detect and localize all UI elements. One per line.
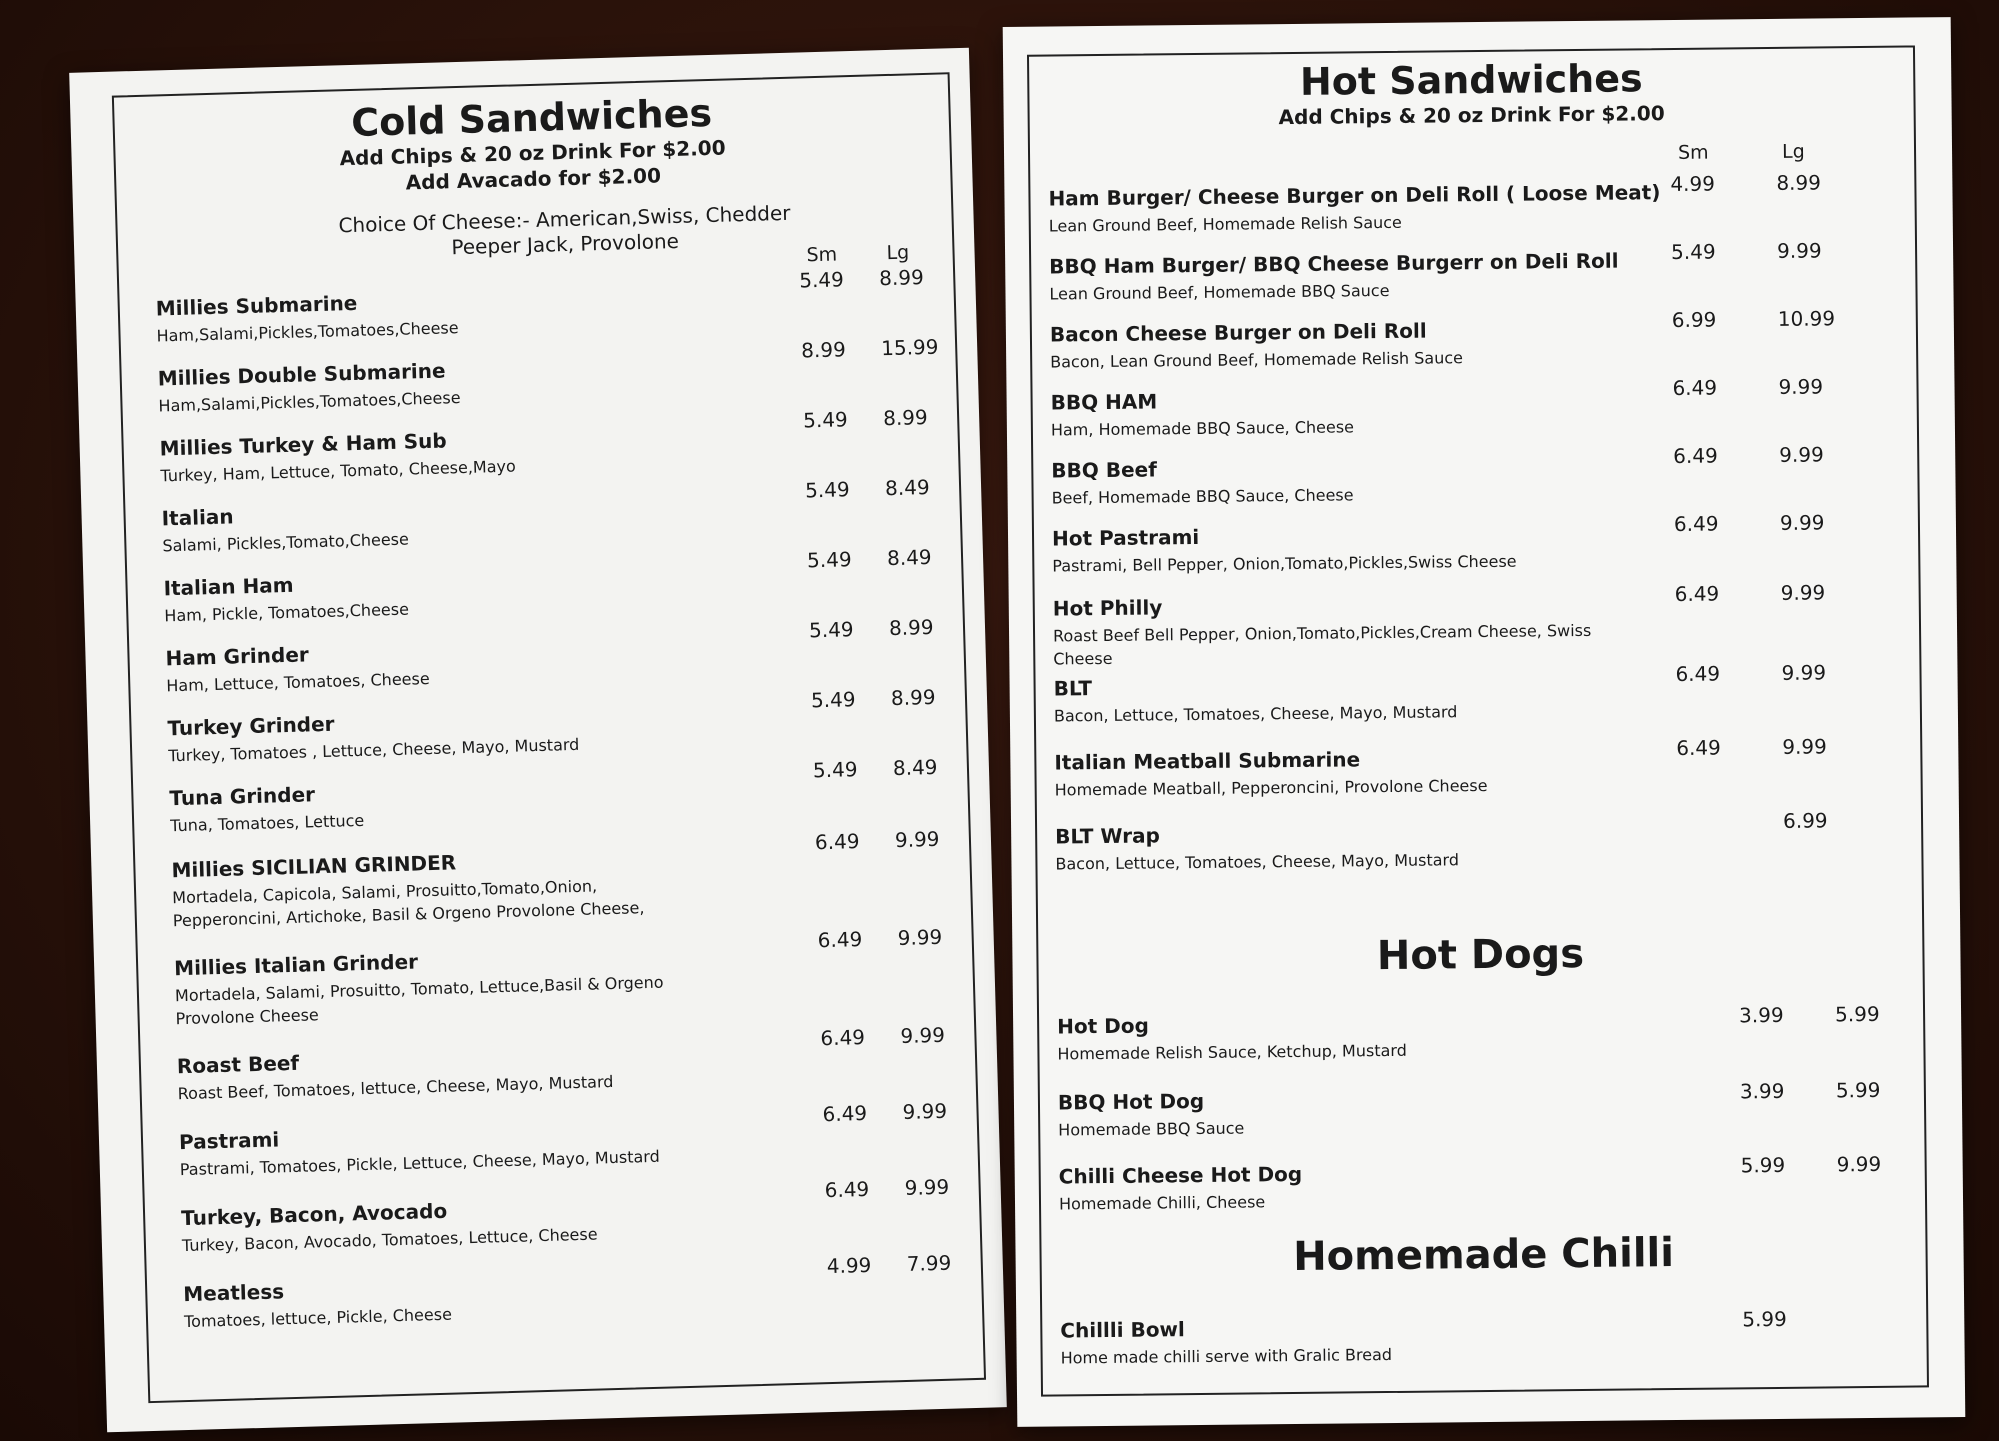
price-small: 6.49 — [820, 1024, 866, 1051]
menu-item — [145, 1174, 979, 1256]
item-name: Tuna Grinder — [169, 782, 316, 811]
item-name: BBQ Hot Dog — [1057, 1088, 1205, 1115]
item-description: Homemade Relish Sauce, Ketchup, Mustard — [1057, 1040, 1407, 1064]
item-name: Ham Burger/ Cheese Burger on Deli Roll ( Loose Meat) — [1048, 180, 1661, 211]
item-name: Ham Grinder — [165, 642, 310, 671]
item-description: Ham, Homemade BBQ Sauce, Cheese — [1050, 417, 1355, 440]
price-large: 9.99 — [1778, 374, 1824, 399]
price-small: 5.49 — [804, 477, 850, 503]
price-small: 8.99 — [800, 337, 847, 363]
item-name: Meatless — [182, 1279, 285, 1307]
price-small: 5.49 — [802, 407, 849, 433]
price-small: 4.99 — [826, 1252, 872, 1279]
price-large: 9.99 — [897, 924, 943, 951]
item-name: Roast Beef — [176, 1050, 300, 1079]
price-small: 3.99 — [1738, 1002, 1784, 1028]
price-small: 3.99 — [1739, 1078, 1785, 1104]
price-small: 6.49 — [1675, 661, 1721, 686]
price-large: 10.99 — [1777, 306, 1836, 331]
menu-item — [123, 404, 957, 486]
price-small: 5.49 — [808, 617, 854, 643]
price-large: 9.99 — [1782, 734, 1827, 759]
menu-item — [127, 544, 961, 626]
item-name: Millies Submarine — [155, 290, 358, 321]
item-name: Hot Pastrami — [1051, 524, 1200, 551]
item-description: Homemade BBQ Sauce — [1058, 1118, 1245, 1140]
item-description: Homemade Meatball, Pepperoncini, Provolone Cheese — [1054, 775, 1488, 800]
price-large: 9.99 — [1780, 580, 1826, 605]
menu-item — [135, 826, 969, 931]
price-large: 9.99 — [1776, 238, 1822, 263]
item-name: Turkey Grinder — [167, 711, 335, 741]
price-large: 8.49 — [886, 544, 932, 571]
item-name: Millies Double Submarine — [157, 358, 446, 391]
item-description: Mortadela, Salami, Prosuitto, Tomato, Lettuce,Basil & Orgeno Provolone Cheese — [174, 972, 664, 1029]
item-description: Turkey, Ham, Lettuce, Tomato, Cheese,Mayo — [160, 456, 517, 486]
page-border — [1027, 45, 1929, 1396]
menu-item — [133, 754, 967, 836]
hot-dogs-title: Hot Dogs — [1376, 930, 1585, 980]
item-name: BBQ HAM — [1050, 389, 1158, 415]
item-description: Beef, Homemade BBQ Sauce, Cheese — [1051, 485, 1354, 508]
price-small: 5.49 — [812, 757, 858, 783]
item-name: Italian Ham — [163, 572, 294, 601]
item-name: Chilli Cheese Hot Dog — [1058, 1161, 1303, 1189]
price-large: 8.99 — [1776, 170, 1822, 195]
menu-item — [143, 1098, 977, 1180]
item-description: Bacon, Lean Ground Beef, Homemade Relish Sauce — [1050, 348, 1464, 372]
item-name: Hot Philly — [1052, 595, 1163, 621]
price-large: 9.99 — [1836, 1151, 1882, 1177]
item-name: BLT Wrap — [1055, 823, 1160, 849]
page-border — [112, 72, 986, 1403]
price-small: 6.49 — [817, 927, 863, 953]
price-large: 15.99 — [880, 334, 939, 361]
item-description: Turkey, Bacon, Avocado, Tomatoes, Lettuce, Cheese — [181, 1224, 598, 1256]
price-large: 9.99 — [1779, 510, 1825, 535]
item-description: Roast Beef, Tomatoes, lettuce, Cheese, Mayo, Mustard — [177, 1072, 614, 1104]
price-large: 8.99 — [878, 265, 925, 291]
item-name: Millies SICILIAN GRINDER — [171, 850, 457, 883]
item-description: Lean Ground Beef, Homemade BBQ Sauce — [1049, 280, 1390, 304]
item-description: Pastrami, Bell Pepper, Onion,Tomato,Pickles,Swiss Cheese — [1052, 551, 1517, 576]
cheese-choice-line1: Choice Of Cheese:- American,Swiss, Chedder — [338, 200, 791, 238]
item-description: Home made chilli serve with Gralic Bread — [1060, 1344, 1393, 1368]
item-name: Bacon Cheese Burger on Deli Roll — [1049, 318, 1427, 347]
price-large: 9.99 — [1781, 660, 1827, 685]
price-small: 5.49 — [806, 547, 852, 573]
price-small: 6.49 — [814, 829, 860, 855]
menu-page-right — [1003, 17, 1966, 1427]
price-large: 8.49 — [892, 754, 938, 781]
price-small: 5.99 — [1740, 1152, 1786, 1178]
menu-page-left — [69, 48, 1007, 1433]
item-name: Italian Meatball Submarine — [1054, 747, 1361, 775]
item-name: Millies Italian Grinder — [173, 949, 419, 981]
hot-sm-header: Sm — [1677, 141, 1709, 164]
item-name: Millies Turkey & Ham Sub — [159, 428, 447, 461]
item-description: Ham, Pickle, Tomatoes,Cheese — [164, 599, 410, 626]
item-name: BBQ Ham Burger/ BBQ Cheese Burgerr on Deli Roll — [1049, 248, 1619, 279]
menu-item — [138, 924, 972, 1029]
price-small: 6.49 — [1673, 443, 1718, 469]
hot-sandwiches-title: Hot Sandwiches — [1299, 56, 1643, 104]
price-small: 6.99 — [1671, 307, 1717, 333]
price-large: 8.99 — [890, 684, 936, 711]
menu-item — [121, 334, 955, 416]
item-name: Italian — [161, 504, 234, 531]
menu-item — [131, 684, 965, 766]
homemade-chilli-title: Homemade Chilli — [1292, 1230, 1675, 1281]
menu-item — [125, 474, 959, 556]
item-name: Hot Dog — [1057, 1013, 1149, 1039]
item-description: Homemade Chilli, Cheese — [1058, 1192, 1266, 1214]
price-large: 7.99 — [906, 1250, 952, 1276]
cold-items-list — [114, 74, 984, 1401]
price-large: 9.99 — [900, 1022, 946, 1048]
item-description: Lean Ground Beef, Homemade Relish Sauce — [1048, 212, 1402, 236]
price-large: 9.99 — [902, 1098, 948, 1124]
price-large: 5.99 — [1834, 1001, 1880, 1027]
item-description: Roast Beef Bell Pepper, Onion,Tomato,Pickles,Cream Cheese, Swiss Cheese — [1052, 620, 1592, 669]
item-description: Salami, Pickles,Tomato,Cheese — [162, 529, 410, 556]
menu-item — [129, 614, 963, 696]
hot-lg-header: Lg — [1781, 140, 1805, 163]
hot-chips-drink-note: Add Chips & 20 oz Drink For $2.00 — [1278, 100, 1665, 129]
item-description: Ham,Salami,Pickles,Tomatoes,Cheese — [156, 318, 459, 346]
chilli-list — [1029, 47, 1927, 1394]
cold-sandwiches-title: Cold Sandwiches — [350, 90, 713, 145]
item-description: Tomatoes, lettuce, Pickle, Cheese — [183, 1304, 453, 1332]
cold-sm-header: Sm — [806, 243, 838, 267]
price-large: 6.99 — [1782, 808, 1828, 833]
price-small: 6.49 — [1674, 581, 1720, 606]
price-small: 5.49 — [1670, 239, 1716, 265]
cold-lg-header: Lg — [886, 241, 910, 265]
price-large: 9.99 — [904, 1174, 950, 1200]
price-large: 8.99 — [882, 404, 928, 431]
item-name: BLT — [1053, 676, 1093, 701]
item-name: Pastrami — [178, 1127, 280, 1155]
item-name: BBQ Beef — [1051, 457, 1157, 483]
price-small: 6.49 — [1673, 511, 1719, 536]
price-large: 9.99 — [1779, 442, 1824, 467]
menu-item — [147, 1250, 981, 1332]
price-small: 6.49 — [824, 1176, 870, 1203]
item-description: Mortadela, Capicola, Salami, Prosuitto,Tomato,Onion, Pepperoncini, Artichoke, Basil & Orgeno Provolone Cheese, — [171, 876, 645, 931]
menu-item — [141, 1022, 975, 1104]
item-description: Ham, Lettuce, Tomatoes, Cheese — [166, 669, 430, 696]
cold-chips-drink-note: Add Chips & 20 oz Drink For $2.00 — [339, 135, 726, 171]
item-description: Turkey, Tomatoes , Lettuce, Cheese, Mayo, Mustard — [168, 734, 580, 766]
price-large: 5.99 — [1835, 1077, 1881, 1103]
price-small: 5.49 — [798, 267, 845, 293]
price-small: 6.49 — [1672, 375, 1718, 401]
price-large: 9.99 — [894, 826, 940, 853]
item-name: Turkey, Bacon, Avocado — [180, 1198, 448, 1231]
item-name: Chillli Bowl — [1060, 1317, 1185, 1343]
menu-item — [1042, 1306, 1926, 1368]
item-description: Bacon, Lettuce, Tomatoes, Cheese, Mayo, Mustard — [1055, 850, 1460, 874]
price-small: 5.49 — [810, 687, 856, 713]
cheese-choice-line2: Peeper Jack, Provolone — [451, 228, 680, 260]
item-description: Bacon, Lettuce, Tomatoes, Cheese, Mayo, Mustard — [1053, 702, 1458, 726]
price-small: 6.49 — [1676, 735, 1721, 760]
item-description: Pastrami, Tomatoes, Pickle, Lettuce, Cheese, Mayo, Mustard — [179, 1146, 660, 1180]
price-large: 8.99 — [888, 614, 934, 641]
avocado-note: Add Avacado for $2.00 — [405, 163, 662, 195]
item-description: Ham,Salami,Pickles,Tomatoes,Cheese — [158, 388, 461, 416]
menu-item — [119, 265, 953, 346]
price-small: 6.49 — [822, 1100, 868, 1127]
price-large: 8.49 — [884, 474, 930, 501]
price-small: 4.99 — [1670, 171, 1716, 197]
price-small: 5.99 — [1742, 1306, 1787, 1332]
item-description: Tuna, Tomatoes, Lettuce — [169, 810, 365, 836]
